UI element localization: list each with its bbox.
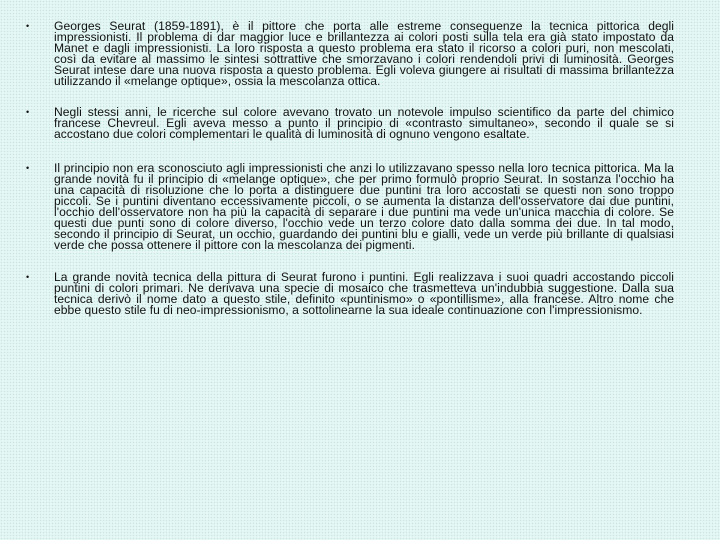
bullet-list bbox=[26, 21, 674, 336]
paragraph-text: Negli stessi anni, le ricerche sul colore avevano trovato un notevole impulso scientifico da parte del chimico francese Chevreul. Egli aveva messo a punto il principio di «contrasto simultaneo», secondo il quale se si accostano due colori complementari le qualità di luminosità di ognuno vengono esaltate. bbox=[54, 105, 674, 142]
paragraph-text: Georges Seurat (1859-1891), è il pittore che porta alle estreme conseguenze la tecnica pittorica degli impressionisti. Il problema di dar maggior luce e brillantezza ai colori posti sulla tela era già stato impostato da Manet e dagli impressionisti. La loro risposta a questo problema era stato il ricorso a colori puri, non mescolati, così da evitare al massimo le sintesi sottrattive che smorzavano i colori rendendoli privi di luminosità. Georges Seurat intese dare una nuova risposta a questo problema. Egli voleva giungere ai risultati di massima brillantezza utilizzando il «melange optique», ossia la mescolanza ottica. bbox=[54, 19, 674, 88]
bullet-icon: • bbox=[26, 272, 30, 283]
bullet-icon: • bbox=[26, 163, 30, 174]
bullet-item-seurat-intro bbox=[26, 21, 674, 86]
bullet-item-chevreul bbox=[26, 107, 674, 140]
paragraph-text: La grande novità tecnica della pittura di Seurat furono i puntini. Egli realizzava i suoi quadri accostando piccoli puntini di colori primari. Ne derivava una specie di mosaico che trasmetteva un'indubbia suggestione. Dalla sua tecnica derivò il nome dato a questo stile, definito «puntinismo» o «pontillisme», alla francese. Altro nome che ebbe questo stile fu di neo-impressionismo, a sottolinearne la sua ideale continuazione con l'impressionismo. bbox=[54, 270, 674, 318]
bullet-item-puntinismo bbox=[26, 272, 674, 316]
bullet-icon: • bbox=[26, 107, 30, 118]
bullet-icon: • bbox=[26, 21, 30, 31]
bullet-item-melange-optique bbox=[26, 163, 674, 250]
paragraph-text: Il principio non era sconosciuto agli impressionisti che anzi lo utilizzavano spesso nella loro tecnica pittorica. Ma la grande novità fu il principio di «melange optique», che per primo formulò proprio Seurat. In sostanza l'occhio ha una capacità di risoluzione che lo porta a distinguere due puntini tra loro accostati se questi non sono troppo piccoli. Se i puntini diventano eccessivamente piccoli, o se aumenta la distanza dell'osservatore dai due puntini, l'occhio dell'osservatore non ha più la capacità di separare i due puntini ma vede un'unica macchia di colore. Se questi due punti sono di colore diverso, l'occhio vede un terzo colore dato dalla somma dei due. In tal modo, secondo il principio di Seurat, un occhio, guardando dei puntini blu e gialli, vede un verde più brillante di qualsiasi verde che possa ottenere il pittore con la mescolanza dei pigmenti. bbox=[54, 161, 674, 252]
